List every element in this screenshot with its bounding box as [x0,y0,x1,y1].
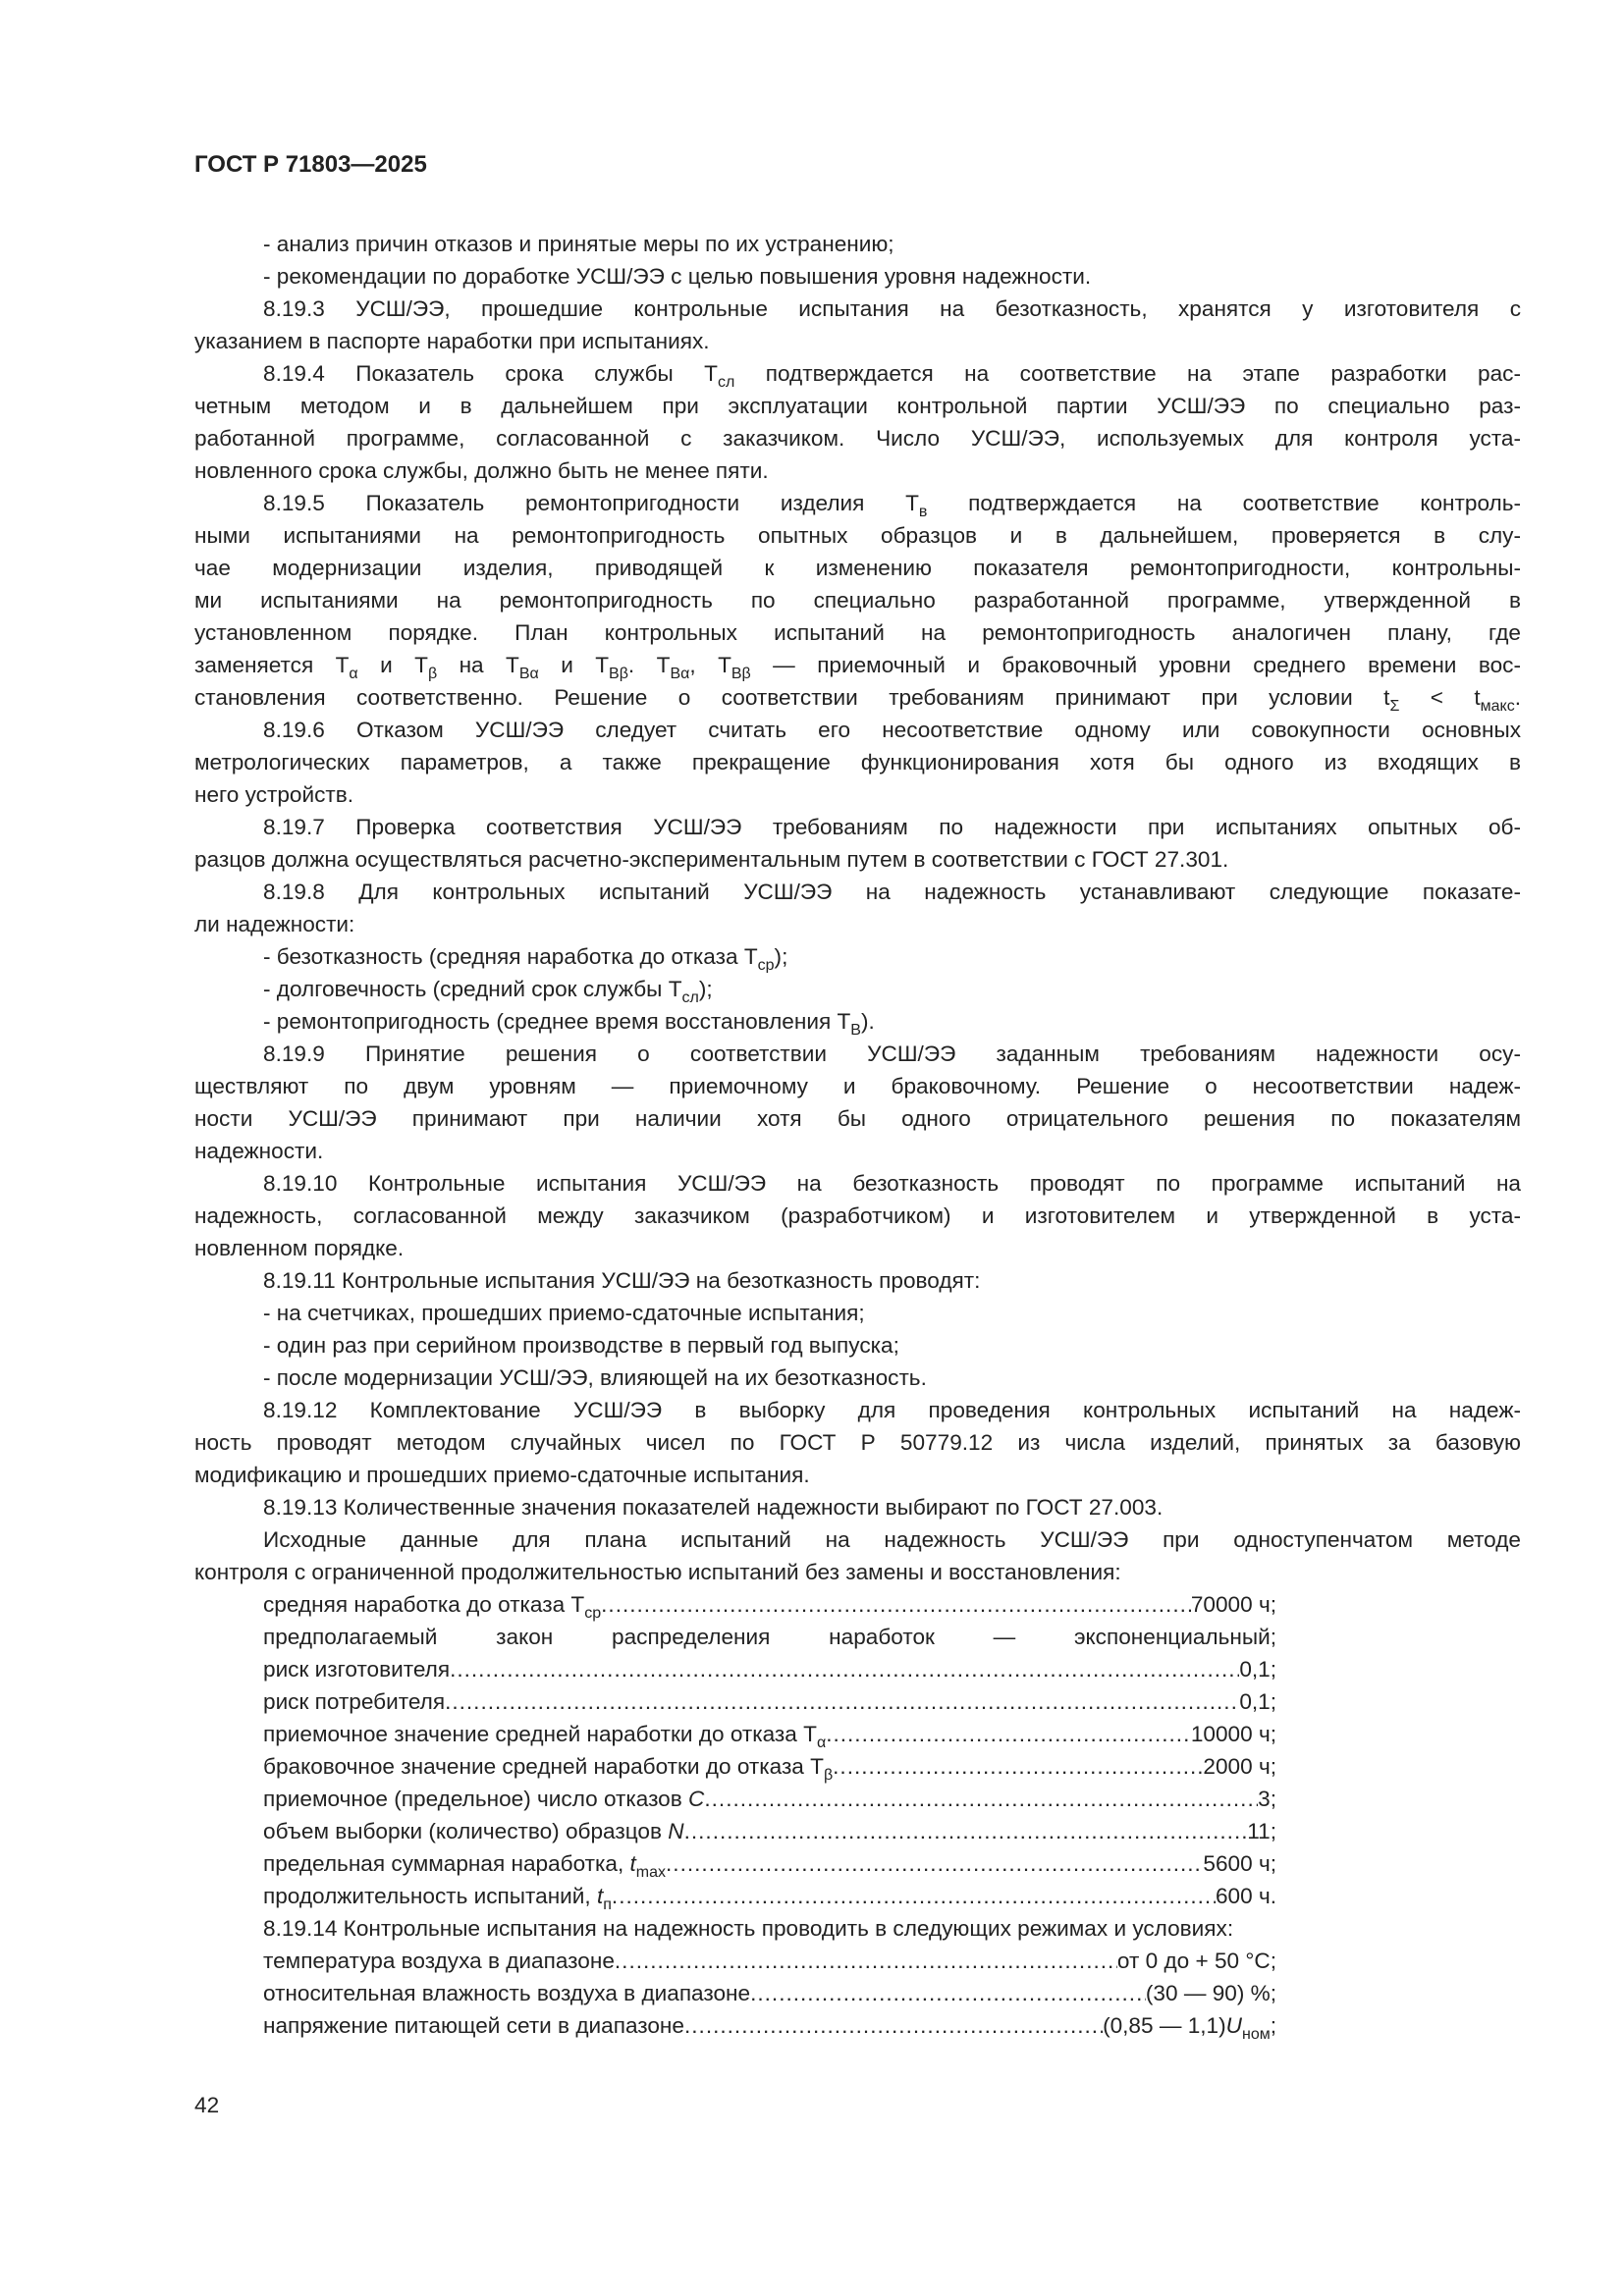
italic-symbol: С [688,1787,705,1811]
text-line [194,649,1521,681]
text-run: (30 — 90) %; [1145,1981,1276,2005]
text-run: . Т [627,653,671,677]
text-run: надежность, согласованной между заказчиком (разработчиком) и изготовителем и утвержденной в уста- [194,1203,1521,1228]
text-line [194,1135,1521,1167]
text-run: него устройств. [194,782,353,807]
text-run: работанной программе, согласованной с заказчиком. Число УСШ/ЭЭ, используемых для контроля уста- [194,426,1521,451]
parameter-label [263,2009,684,2042]
parameter-value [1203,1847,1276,1880]
text-line [194,1362,1521,1394]
parameter-line [194,1847,1276,1880]
parameter-label [263,1783,704,1815]
text-run: - долговечность (средний срок службы Т [263,977,682,1001]
parameter-value [1117,1945,1276,1977]
text-line [194,390,1521,422]
text-line [194,811,1521,843]
text-line [194,1556,1521,1588]
text-run: 10000 ч; [1190,1722,1276,1746]
text-run: 0,1; [1239,1657,1276,1682]
dot-leader [684,1815,1248,1847]
text-run: новленном порядке. [194,1236,405,1260]
text-run: разцов должна осуществляться расчетно-экспериментальным путем в соответствии с ГОСТ 27.301. [194,847,1229,872]
italic-symbol: t [629,1851,636,1876]
parameter-line [194,1750,1276,1783]
text-run: указанием в паспорте наработки при испытаниях. [194,329,710,353]
subscript: ном [1241,2026,1271,2043]
text-line [194,1491,1521,1523]
subscript: β [823,1767,834,1784]
text-run: . [1514,685,1521,710]
text-run: - один раз при серийном производстве в первый год выпуска; [263,1333,899,1358]
text-run: контроля с ограниченной продолжительностью испытаний без замены и восстановления: [194,1560,1121,1584]
text-run: 8.19.5 Показатель ремонтопригодности изделия Т [263,491,919,515]
parameter-value [1191,1718,1276,1750]
text-line [194,746,1521,778]
subscript: В [850,1022,861,1038]
text-run: ). [860,1009,875,1034]
text-line [194,876,1521,908]
text-run: приемочное (предельное) число отказов [263,1787,689,1811]
text-run: и Т [538,653,610,677]
parameter-label [263,1685,445,1718]
parameter-line [194,1815,1276,1847]
text-line [194,487,1521,519]
dot-leader [704,1783,1258,1815]
text-run: - анализ причин отказов и принятые меры по их устранению; [263,232,894,256]
parameter-label [263,1588,601,1621]
text-run: 2000 ч; [1203,1754,1276,1779]
subscript: Вβ [609,666,628,681]
subscript: max [635,1864,667,1881]
text-run: 8.19.6 Отказом УСШ/ЭЭ следует считать его несоответствие одному или совокупности основных [263,718,1521,742]
text-run: предполагаемый закон распределения наработок — экспоненциальный; [263,1625,1276,1649]
parameter-line [194,1588,1276,1621]
dot-leader [826,1718,1191,1750]
text-run: 8.19.10 Контрольные испытания УСШ/ЭЭ на безотказность проводят по программе испытаний на [263,1171,1521,1196]
text-run: надежности. [194,1139,324,1163]
dot-leader [666,1847,1203,1880]
parameter-value [1216,1880,1276,1912]
parameter-label [263,1750,833,1783]
text-line [194,260,1521,293]
text-run: Исходные данные для плана испытаний на надежность УСШ/ЭЭ при одноступенчатом методе [263,1527,1521,1552]
text-run: установленном порядке. План контрольных испытаний на ремонтопригодность аналогичен плану, где [194,620,1521,645]
text-line [194,681,1521,714]
text-line [194,584,1521,616]
document-header: ГОСТ Р 71803—2025 [194,151,427,178]
subscript: α [816,1735,827,1751]
text-line [194,616,1521,649]
text-run: ); [774,944,788,969]
parameter-label [263,1880,612,1912]
subscript: Σ [1389,698,1400,714]
text-line [194,1621,1276,1653]
subscript: ср [584,1605,602,1622]
parameter-label [263,1815,684,1847]
subscript: п [603,1896,612,1913]
text-line [194,1232,1521,1264]
text-line [194,357,1521,390]
text-run: приемочное значение средней наработки до отказа Т [263,1722,817,1746]
text-line [194,293,1521,325]
text-run: новленного срока службы, должно быть не менее пяти. [194,458,769,483]
text-line [194,519,1521,552]
parameter-value [1247,1815,1276,1847]
text-run: становления соответственно. Решение о соответствии требованиям принимают при условии t [194,685,1390,710]
subscript: сл [718,374,735,390]
subscript: Вα [670,666,690,681]
subscript: β [427,666,438,681]
text-run: (0,85 — 1,1) [1103,2013,1226,2038]
text-run: модификацию и прошедших приемо-сдаточные испытания. [194,1463,810,1487]
text-line [194,228,1521,260]
parameter-line [194,1718,1276,1750]
text-line [194,1005,1521,1038]
text-run: 8.19.11 Контрольные испытания УСШ/ЭЭ на безотказность проводят: [263,1268,981,1293]
dot-leader [612,1880,1216,1912]
text-run: — приемочный и браковочный уровни среднего времени вос- [750,653,1521,677]
text-line [194,778,1521,811]
text-run: ности УСШ/ЭЭ принимают при наличии хотя бы одного отрицательного решения по показателям [194,1106,1521,1131]
text-run: напряжение питающей сети в диапазоне [263,2013,684,2038]
parameter-line [194,1783,1276,1815]
parameter-label [263,1718,826,1750]
text-run: - после модернизации УСШ/ЭЭ, влияющей на их безотказность. [263,1365,927,1390]
parameter-value [1239,1685,1276,1718]
text-line [194,908,1521,940]
dot-leader [450,1653,1239,1685]
italic-symbol: U [1225,2013,1242,2038]
text-run: риск потребителя [263,1689,446,1714]
text-run: 70000 ч; [1190,1592,1276,1617]
text-line [194,1329,1521,1362]
page-number: 42 [194,2093,220,2117]
dot-leader [445,1685,1239,1718]
text-line [194,1394,1521,1426]
parameter-line [194,2009,1276,2042]
text-run: риск изготовителя [263,1657,451,1682]
text-run: и Т [357,653,428,677]
text-line [194,1167,1521,1200]
text-run: 8.19.4 Показатель срока службы Т [263,361,718,386]
text-line [194,1038,1521,1070]
text-line [194,973,1521,1005]
text-run: браковочное значение средней наработки до отказа Т [263,1754,824,1779]
subscript: сл [681,989,699,1005]
text-run: 8.19.9 Принятие решения о соответствии УСШ/ЭЭ заданным требованиям надежности осу- [263,1041,1521,1066]
text-line [194,714,1521,746]
text-run: ществляют по двум уровням — приемочному и браковочному. Решение о несоответствии надеж- [194,1074,1521,1098]
dot-leader [750,1977,1146,2009]
text-line [194,940,1521,973]
parameter-value [1258,1783,1276,1815]
text-run: - на счетчиках, прошедших приемо-сдаточные испытания; [263,1301,865,1325]
text-line [194,1102,1521,1135]
text-line [194,454,1521,487]
parameter-value [1203,1750,1276,1783]
text-run: 3; [1258,1787,1276,1811]
parameter-label [263,1653,450,1685]
text-run: подтверждается на соответствие контроль- [927,491,1521,515]
text-run: ); [698,977,713,1001]
text-run: на Т [437,653,519,677]
text-line [194,552,1521,584]
text-run: 8.19.8 Для контрольных испытаний УСШ/ЭЭ на надежность устанавливают следующие показате- [263,880,1521,904]
text-run: заменяется Т [194,653,350,677]
parameter-label [263,1977,750,2009]
text-line [194,1523,1521,1556]
text-run: объем выборки (количество) образцов [263,1819,669,1843]
parameter-line [194,1977,1276,2009]
text-run: 11; [1247,1819,1276,1843]
subscript: α [349,666,358,681]
text-run: 0,1; [1239,1689,1276,1714]
text-run: < t [1399,685,1481,710]
text-line [194,1426,1521,1459]
subscript: в [918,504,928,519]
italic-symbol: N [668,1819,684,1843]
subscript: Вα [518,666,539,681]
text-run: температура воздуха в диапазоне [263,1949,615,1973]
parameter-line [194,1880,1276,1912]
parameter-label [263,1847,666,1880]
text-run: от 0 до + 50 °С; [1116,1949,1276,1973]
text-run: продолжительность испытаний, [263,1884,597,1908]
text-run: 600 ч. [1215,1884,1276,1908]
subscript: ср [757,957,775,973]
dot-leader [833,1750,1203,1783]
dot-leader [601,1588,1191,1621]
text-run: ; [1270,2013,1276,2038]
text-run: - рекомендации по доработке УСШ/ЭЭ с целью повышения уровня надежности. [263,264,1092,289]
text-line [194,1070,1521,1102]
text-line [194,843,1521,876]
text-run: четным методом и в дальнейшем при эксплуатации контрольной партии УСШ/ЭЭ по специально раз- [194,394,1521,418]
italic-symbol: t [596,1884,604,1908]
text-run: ли надежности: [194,912,355,936]
text-run: средняя наработка до отказа Т [263,1592,585,1617]
text-line [194,325,1521,357]
text-run: подтверждается на соответствие на этапе разработки рас- [734,361,1521,386]
parameter-value [1239,1653,1276,1685]
document-body [194,228,1521,2042]
text-run: - ремонтопригодность (среднее время восстановления Т [263,1009,851,1034]
text-run: предельная суммарная наработка, [263,1851,630,1876]
text-line [194,1297,1521,1329]
text-run: 5600 ч; [1203,1851,1276,1876]
subscript: Вβ [731,666,751,681]
parameter-value [1103,2009,1276,2042]
text-run: 8.19.7 Проверка соответствия УСШ/ЭЭ требованиям по надежности при испытаниях опытных об- [263,815,1521,839]
parameter-line [194,1945,1276,1977]
text-line [194,1912,1521,1945]
text-line [194,1200,1521,1232]
parameter-line [194,1653,1276,1685]
text-line [194,1264,1521,1297]
parameter-label [263,1945,615,1977]
dot-leader [615,1945,1117,1977]
text-run: ными испытаниями на ремонтопригодность опытных образцов и в дальнейшем, проверяется в слу- [194,523,1521,548]
text-run: , Т [689,653,731,677]
text-run: относительная влажность воздуха в диапазоне [263,1981,751,2005]
text-run: 8.19.14 Контрольные испытания на надежность проводить в следующих режимах и условиях: [263,1916,1234,1941]
parameter-line [194,1685,1276,1718]
text-run: 8.19.13 Количественные значения показателей надежности выбирают по ГОСТ 27.003. [263,1495,1164,1520]
parameter-value [1191,1588,1276,1621]
text-run: метрологических параметров, а также прекращение функционирования хотя бы одного из входящих в [194,750,1521,774]
parameter-value [1146,1977,1276,2009]
text-line [194,422,1521,454]
text-run: ми испытаниями на ремонтопригодность по специально разработанной программе, утвержденной в [194,588,1521,613]
text-run: ность проводят методом случайных чисел по ГОСТ Р 50779.12 из числа изделий, принятых за базовую [194,1430,1521,1455]
text-run: - безотказность (средняя наработка до отказа Т [263,944,758,969]
text-line [194,1459,1521,1491]
subscript: макс [1480,698,1515,714]
dot-leader [684,2009,1103,2042]
text-run: 8.19.12 Комплектование УСШ/ЭЭ в выборку для проведения контрольных испытаний на надеж- [263,1398,1521,1422]
text-run: чае модернизации изделия, приводящей к изменению показателя ремонтопригодности, контрольны- [194,556,1521,580]
text-run: 8.19.3 УСШ/ЭЭ, прошедшие контрольные испытания на безотказность, хранятся у изготовителя с [263,296,1521,321]
